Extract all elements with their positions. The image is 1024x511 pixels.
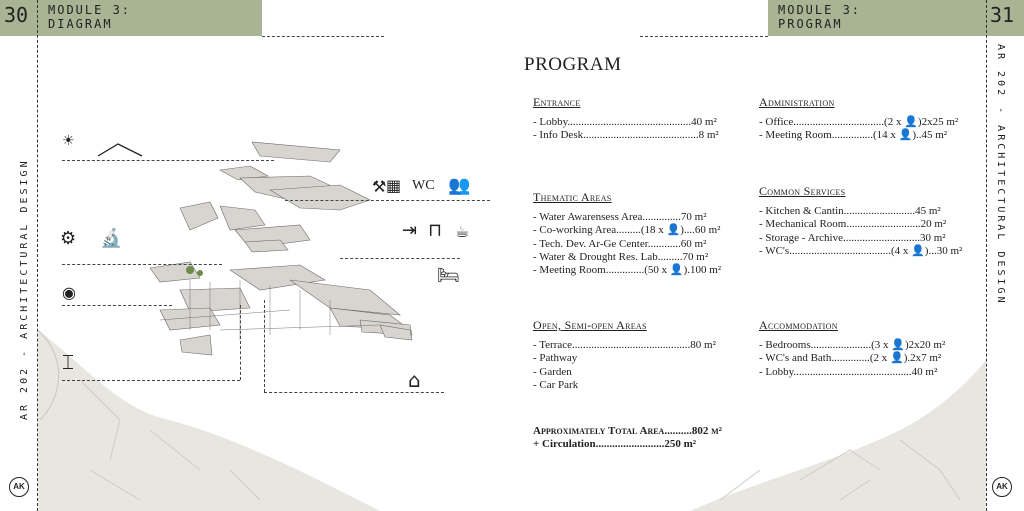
- ak-logo-right: AK: [992, 477, 1012, 497]
- program-row: - Lobby.............................................40 m²: [533, 116, 717, 129]
- module-line2: DIAGRAM: [48, 17, 113, 31]
- roof-slab-1: [252, 142, 340, 162]
- leader-line-8: [264, 300, 265, 392]
- section-heading: Thematic Areas: [533, 190, 612, 204]
- section-accommodation: [759, 319, 945, 379]
- program-row: - Storage - Archive............................30 m²: [759, 231, 946, 244]
- program-row: - Terrace...........................................80 m²: [533, 339, 716, 352]
- ak-logo-left: AK: [9, 477, 29, 497]
- program-row: - Kitchen & Cantin..........................45 m²: [759, 205, 941, 218]
- program-row: - Co-working Area.........(18 x 👤)....60 m²: [533, 224, 721, 237]
- module-line1: MODULE 3:: [778, 3, 862, 17]
- module-line2: PROGRAM: [778, 17, 843, 31]
- section-open-areas: [533, 319, 716, 392]
- tree-1: [186, 266, 194, 274]
- meeting-table-icon: 👥: [448, 175, 471, 196]
- exploded-axonometric-diagram: [40, 130, 500, 400]
- section-heading: Administration: [759, 95, 835, 109]
- page-title: PROGRAM: [524, 54, 622, 75]
- bed-icon: 🛏: [437, 265, 460, 286]
- section-administration: [759, 96, 958, 143]
- section-heading: Entrance: [533, 95, 581, 109]
- program-row: - Mechanical Room...........................20 m²: [759, 218, 947, 231]
- roof-slab-3: [180, 202, 218, 230]
- total-area: [533, 425, 722, 451]
- steel-beam-icon: ⌶: [62, 350, 74, 374]
- program-row: - WC's and Bath..............(2 x 👤).2x7 m²: [759, 352, 942, 365]
- tree-2: [197, 270, 203, 276]
- leader-line-2: [285, 200, 490, 201]
- program-row: - Water & Drought Res. Lab.........70 m²: [533, 250, 709, 263]
- leader-line-5: [62, 305, 172, 306]
- side-text-left: AR 202 - ARCHITECTURAL DESIGN: [19, 158, 30, 420]
- building-icon: ▦: [386, 176, 402, 195]
- section-heading: Accommodation: [759, 318, 838, 332]
- leader-line-9: [264, 392, 444, 393]
- program-row: - Office.................................(2 x 👤)2x25 m²: [759, 116, 959, 129]
- section-heading: Common Services: [759, 184, 846, 198]
- coffee-cup-icon: ☕: [455, 222, 470, 241]
- module-line1: MODULE 3:: [48, 3, 132, 17]
- program-row: - Lobby...........................................40 m²: [759, 365, 938, 378]
- side-text-right: AR 202 - ARCHITECTURAL DESIGN: [995, 44, 1006, 306]
- info-desk-icon: ⊓: [428, 220, 443, 241]
- circulation-line: + Circulation.........................250 m²: [533, 438, 697, 450]
- leader-line-1: [62, 160, 274, 161]
- program-row: - Car Park: [533, 378, 579, 391]
- worker-icon: ⚒: [372, 177, 387, 196]
- program-row: - Meeting Room..............(50 x 👤).100 m²: [533, 264, 722, 277]
- program-row: - Info Desk..........................................8 m²: [533, 129, 719, 142]
- leader-line-7: [62, 380, 240, 381]
- program-row: - Bedrooms......................(3 x 👤)2x20 m²: [759, 339, 946, 352]
- section-heading: Open, Semi-open Areas: [533, 318, 647, 332]
- page-number-left: 30: [4, 3, 29, 27]
- entrance-icon: ⇥: [402, 220, 418, 241]
- program-row: - Tech. Dev. Ar-Ge Center............60 m²: [533, 237, 707, 250]
- section-entrance: [533, 96, 719, 143]
- leader-line-3: [62, 264, 222, 265]
- total-area-line: Approximately Total Area..........802 m²: [533, 425, 722, 437]
- location-pin-icon: ◉: [62, 283, 76, 302]
- leader-line-4: [340, 258, 460, 259]
- program-row: - Pathway: [533, 352, 578, 365]
- program-row: - Water Awarensess Area..............70 m²: [533, 211, 707, 224]
- research-icon: ⚙: [60, 228, 77, 249]
- roof-icon: [96, 140, 144, 158]
- wc-icon: WC: [412, 178, 435, 193]
- section-thematic-areas: [533, 191, 721, 277]
- garden-icon: ⌂: [408, 368, 421, 392]
- program-row: - Garden: [533, 365, 572, 378]
- solar-panel-icon: ☀: [62, 133, 75, 149]
- program-row: - Meeting Room...............(14 x 👤)..45 m²: [759, 129, 948, 142]
- program-row: - WC's.....................................(4 x 👤)...30 m²: [759, 244, 963, 257]
- leader-line-6: [240, 305, 241, 380]
- section-common-services: [759, 185, 962, 258]
- page-number-right: 31: [990, 3, 1015, 27]
- microscope-icon: 🔬: [100, 228, 123, 249]
